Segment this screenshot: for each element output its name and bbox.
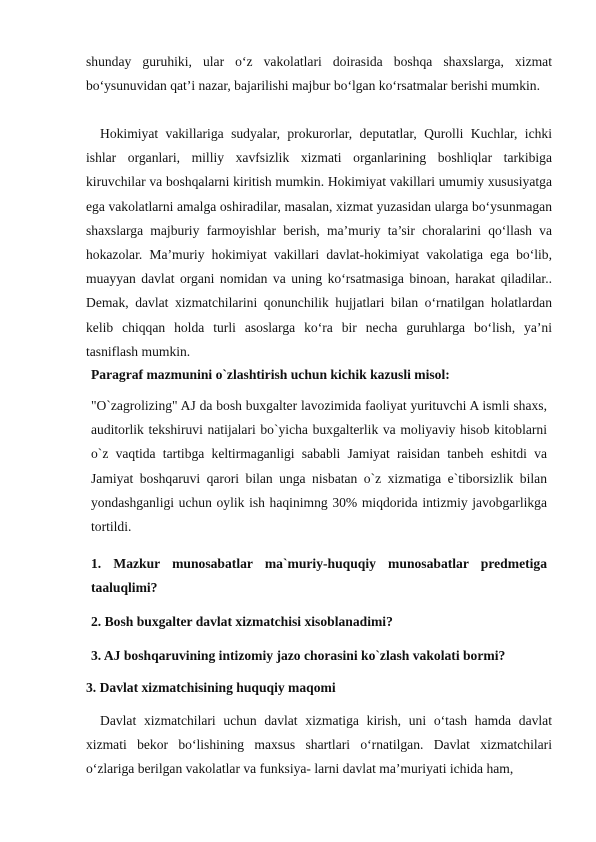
case-question-1: 1. Mazkur munosabatlar ma`muriy-huquqiy munosabatlar predmetiga taaluqlimi?	[91, 556, 547, 596]
paragraph-intro: shunday guruhiki, ular o‘z vakolatlari doirasida boshqa shaxslarga, xizmat bo‘ysunuvidan qat’i nazar, bajarilishi majbur bo‘lgan ko‘rsatmalar berishi mumkin.	[86, 54, 552, 94]
section-heading: 3. Davlat xizmatchisining huquqiy maqomi	[86, 680, 336, 695]
case-heading: Paragraf mazmunini o`zlashtirish uchun kichik kazusli misol:	[91, 367, 450, 382]
case-question-2: 2. Bosh buxgalter davlat xizmatchisi xisoblanadimi?	[91, 614, 393, 629]
case-question-3: 3. AJ boshqaruvining intizomiy jazo chorasini ko`zlash vakolati bormi?	[91, 648, 506, 663]
paragraph-huquqiy-maqom: Davlat xizmatchilari uchun davlat xizmatiga kirish, uni o‘tash hamda davlat xizmati bekor bo‘lishining maxsus shartlari o‘rnatilgan. Davlat xizmatchilari o‘zlariga berilgan vakolatlar va funksiya- larni davlat ma’muriyati ichida ham,	[86, 713, 552, 777]
case-text: "O`zagrolizing" AJ da bosh buxgalter lavozimida faoliyat yurituvchi A ismli shaxs, auditorlik tekshiruvi natijalari bo`yicha buxgalterlik va moliyaviy hisob kitoblarni o`z vaqtida tartibga keltirmaganligi sababli Jamiyat raisidan tanbeh eshitdi va Jamiyat boshqaruvi qarori bilan unga nisbatan o`z xizmatiga e`tiborsizlik bilan yondashganligi uchun oylik ish haqinimng 30% miqdorida intizmiy javobgarlikga tortildi.	[91, 398, 547, 535]
paragraph-hokimiyat-vakillari: Hokimiyat vakillariga sudyalar, prokurorlar, deputatlar, Qurolli Kuchlar, ichki ishlar organlari, milliy xavfsizlik xizmati organlarining boshliqlar tarkibiga kiruvchilar va boshqalarni kiritish mumkin. Hokimiyat vakillari umumiy xususiyatga ega vakolatlarni amalga oshiradilar, masalan, xizmat yuzasidan ularga bo‘ysunmagan shaxslarga majburiy farmoyishlar berish, ma’muriy ta’sir choralarini qo‘llash va hokazolar. Ma’muriy hokimiyat vakillari davlat-hokimiyat vakolatiga ega bo‘lib, muayyan davlat organi nomidan va uning ko‘rsatmasiga binoan, harakat qiladilar.. Demak, davlat xizmatchilarini qonunchilik hujjatlari bilan o‘rnatilgan holatlardan kelib chiqqan holda turli asoslarga ko‘ra bir necha guruhlarga bo‘lish, ya’ni tasniflash mumkin.	[86, 126, 552, 359]
